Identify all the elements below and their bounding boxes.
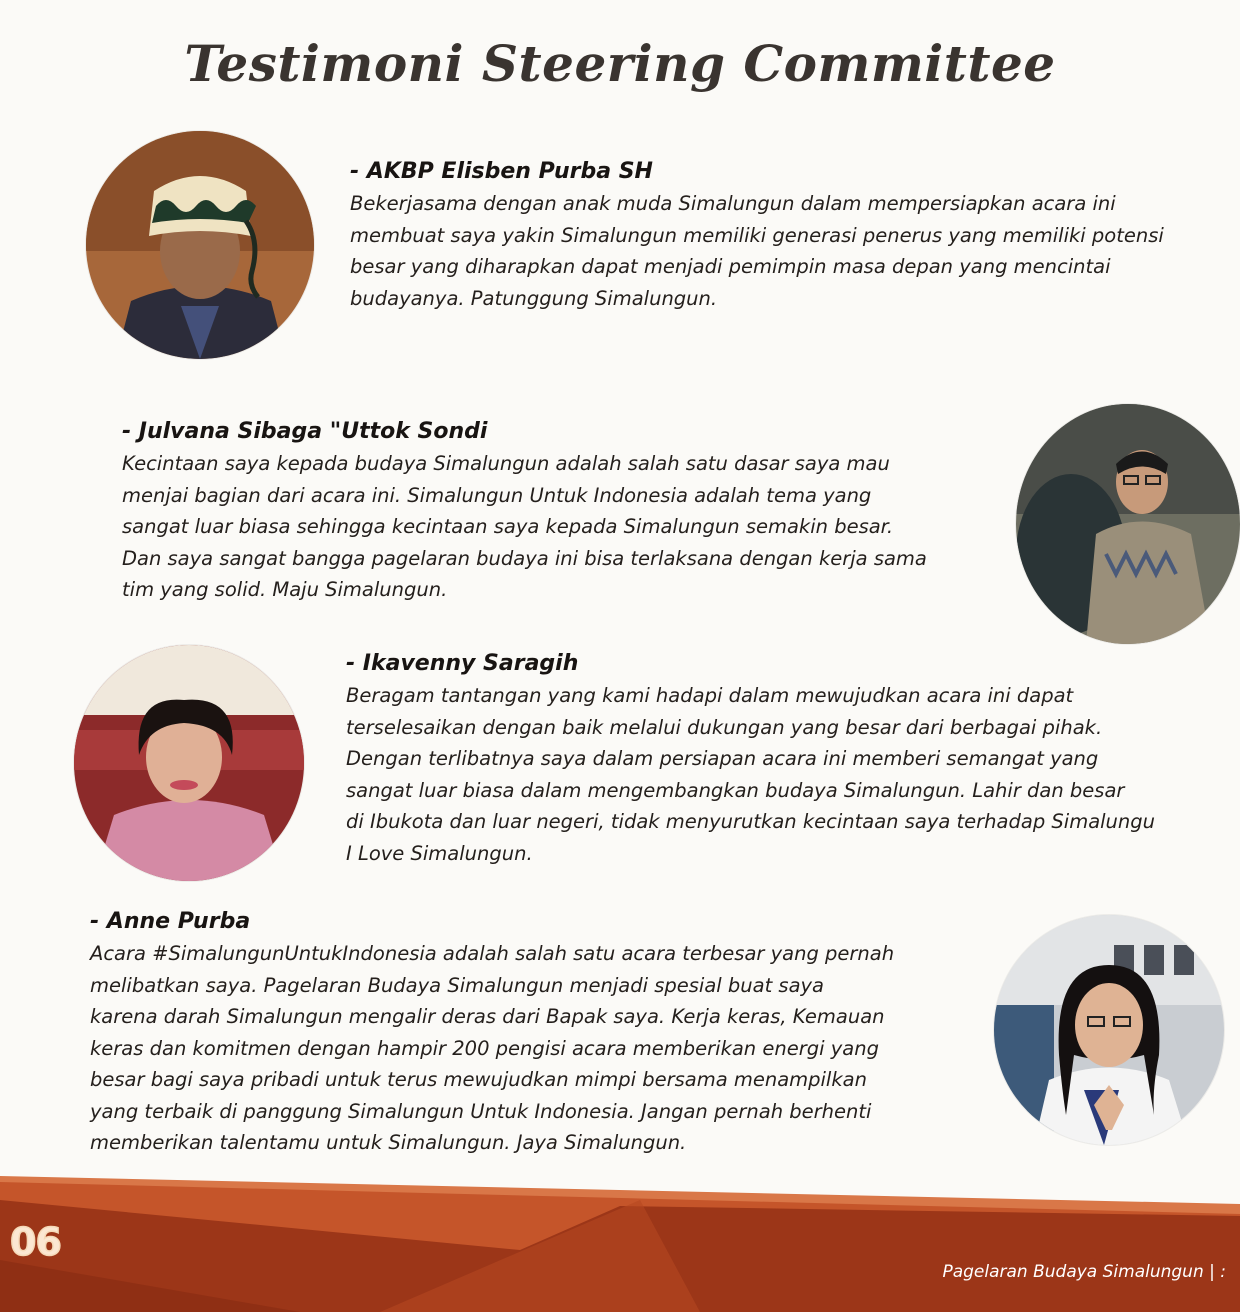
- portrait-illustration: [1016, 404, 1240, 644]
- testimonial-name: - Ikavenny Saragih: [346, 651, 579, 676]
- testimonial-text: Kecintaan saya kepada budaya Simalungun adalah salah satu dasar saya mau menjai bagian dari acara ini. Simalungun Untuk Indonesia adalah tema yang sangat luar biasa sehingga kecintaan saya kepada Simalungun semakin besar. Dan saya sangat bangga pagelaran budaya ini bisa terlaksana dengan kerja sama tim yang solid. Maju Simalungun.: [122, 452, 927, 601]
- footer-caption: Pagelaran Budaya Simalungun | :: [942, 1262, 1226, 1282]
- portrait-illustration: [994, 915, 1224, 1145]
- footer-band: [0, 1160, 1240, 1312]
- portrait-illustration: [86, 131, 314, 359]
- testimonial-name: - AKBP Elisben Purba SH: [350, 159, 653, 184]
- portrait-photo-julvana-sibaga: [1016, 404, 1240, 644]
- testimonial-name: - Anne Purba: [90, 909, 251, 934]
- portrait-photo-elisben-purba: [86, 131, 314, 359]
- testimonial-text: Acara #SimalungunUntukIndonesia adalah salah satu acara terbesar yang pernah melibatkan saya. Pagelaran Budaya Simalungun menjadi spesial buat saya karena darah Simalungun mengalir deras dari Bapak saya. Kerja keras, Kemauan keras dan komitmen dengan hampir 200 pengisi acara memberikan energi yang besar bagi saya pribadi untuk terus mewujudkan mimpi bersama menampilkan yang terbaik di panggung Simalungun Untuk Indonesia. Jangan pernah berhenti memberikan talentamu untuk Simalungun. Jaya Simalungun.: [90, 942, 895, 1154]
- testimonial-name: - Julvana Sibaga "Uttok Sondi: [122, 419, 488, 444]
- page-title: Testimoni Steering Committee: [184, 34, 1056, 93]
- portrait-photo-ikavenny-saragih: [74, 645, 304, 881]
- page-number: 06: [10, 1220, 61, 1264]
- portrait-photo-anne-purba: [994, 915, 1224, 1145]
- testimonial-text: Beragam tantangan yang kami hadapi dalam mewujudkan acara ini dapat terselesaikan dengan baik melalui dukungan yang besar dari berbagai pihak. Dengan terlibatnya saya dalam persiapan acara ini memberi semangat yang sangat luar biasa dalam mengembangkan budaya Simalungun. Lahir dan besar di Ibukota dan luar negeri, tidak menyurutkan kecintaan saya terhadap Simalungu I Love Simalungun.: [346, 684, 1156, 865]
- testimonial-text: Bekerjasama dengan anak muda Simalungun dalam mempersiapkan acara ini membuat saya yakin Simalungun memiliki generasi penerus yang memiliki potensi besar yang diharapkan dapat menjadi pemimpin masa depan yang mencintai budayanya. Patunggung Simalungun.: [350, 192, 1164, 310]
- portrait-illustration: [74, 645, 304, 881]
